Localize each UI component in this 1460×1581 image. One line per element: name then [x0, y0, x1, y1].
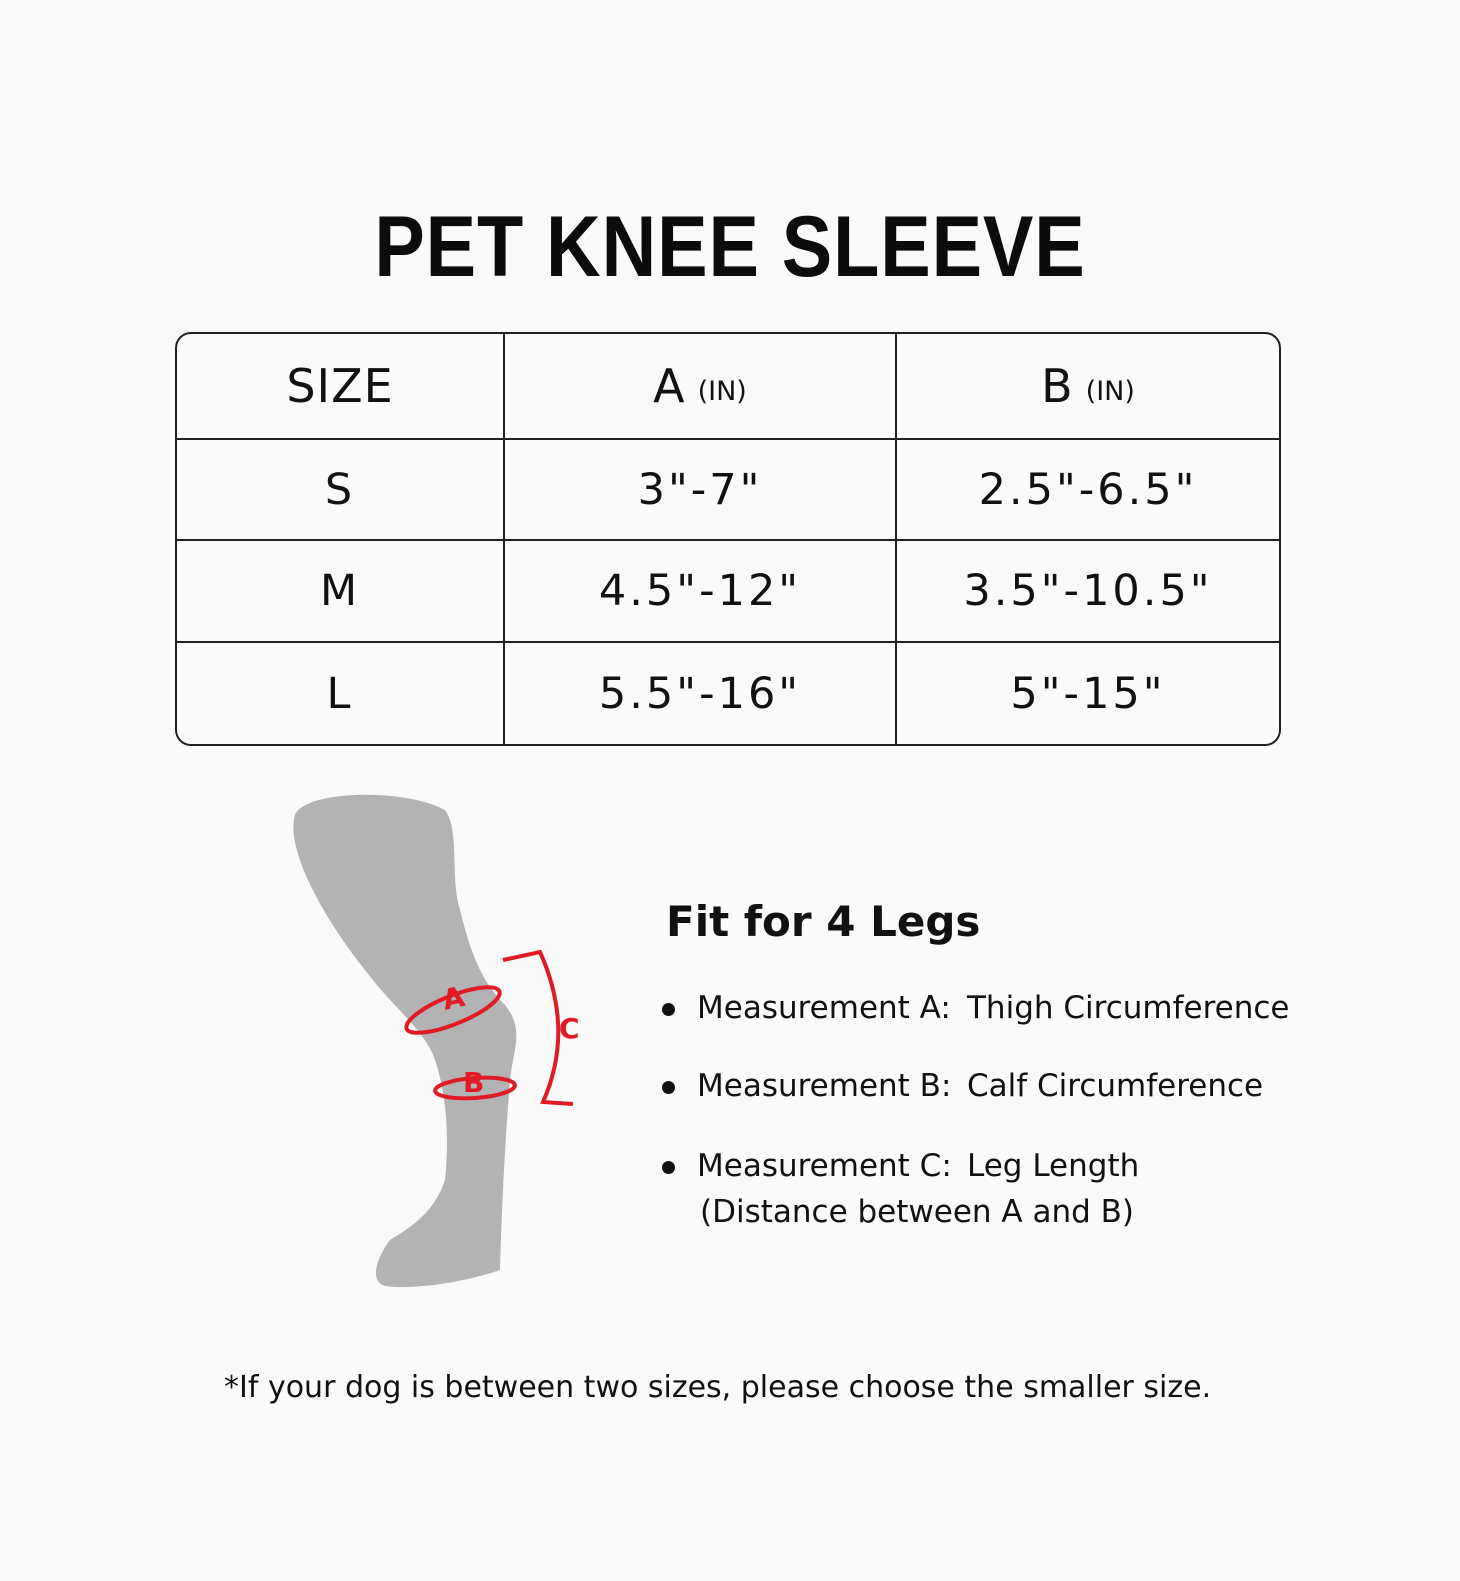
b-cell: 2.5"-6.5" [978, 464, 1198, 515]
size-cell: L [177, 643, 505, 744]
measurement-value: Leg Length [967, 1148, 1140, 1184]
fit-heading: Fit for 4 Legs [666, 897, 981, 946]
table-row [177, 541, 1279, 643]
dog-leg-diagram [285, 790, 605, 1300]
measurement-label: Measurement A: [697, 990, 951, 1026]
size-chart-table [175, 332, 1281, 746]
header-b [897, 334, 1279, 438]
bullet-icon [662, 1081, 675, 1094]
list-item [662, 990, 1289, 1026]
header-b-label: B [1041, 359, 1074, 413]
a-cell: 3"-7" [505, 440, 897, 539]
table-header-row [177, 334, 1279, 440]
header-size [177, 334, 505, 438]
measurement-value: Thigh Circumference [967, 990, 1290, 1026]
header-a-label: A [653, 359, 686, 413]
marker-b: B [463, 1066, 485, 1099]
list-item [662, 1068, 1263, 1104]
bullet-icon [662, 1161, 675, 1174]
dog-leg-silhouette [293, 795, 516, 1287]
marker-c: C [559, 1012, 580, 1045]
header-b-unit: (IN) [1085, 375, 1135, 407]
measurement-label: Measurement C: [697, 1148, 952, 1184]
list-item [662, 1148, 1140, 1230]
b-cell: 3.5"-10.5" [963, 566, 1213, 616]
a-cell: 5.5"-16" [505, 643, 897, 744]
b-cell: 5"-15" [1010, 668, 1166, 719]
size-cell: M [177, 541, 505, 641]
size-cell: S [177, 440, 505, 539]
table-row [177, 643, 1279, 744]
measurement-label: Measurement B: [697, 1068, 952, 1104]
measurement-value: Calf Circumference [967, 1068, 1264, 1104]
marker-a: A [439, 979, 468, 1017]
header-a-unit: (IN) [697, 375, 747, 407]
size-footnote: *If your dog is between two sizes, please choose the smaller size. [224, 1370, 1212, 1405]
a-cell: 4.5"-12" [505, 541, 897, 641]
table-row [177, 440, 1279, 541]
page-title: PET KNEE SLEEVE [374, 199, 1086, 295]
bullet-icon [662, 1003, 675, 1016]
header-size-label: SIZE [286, 359, 394, 413]
measurement-note: (Distance between A and B) [700, 1194, 1134, 1230]
header-a [505, 334, 897, 438]
